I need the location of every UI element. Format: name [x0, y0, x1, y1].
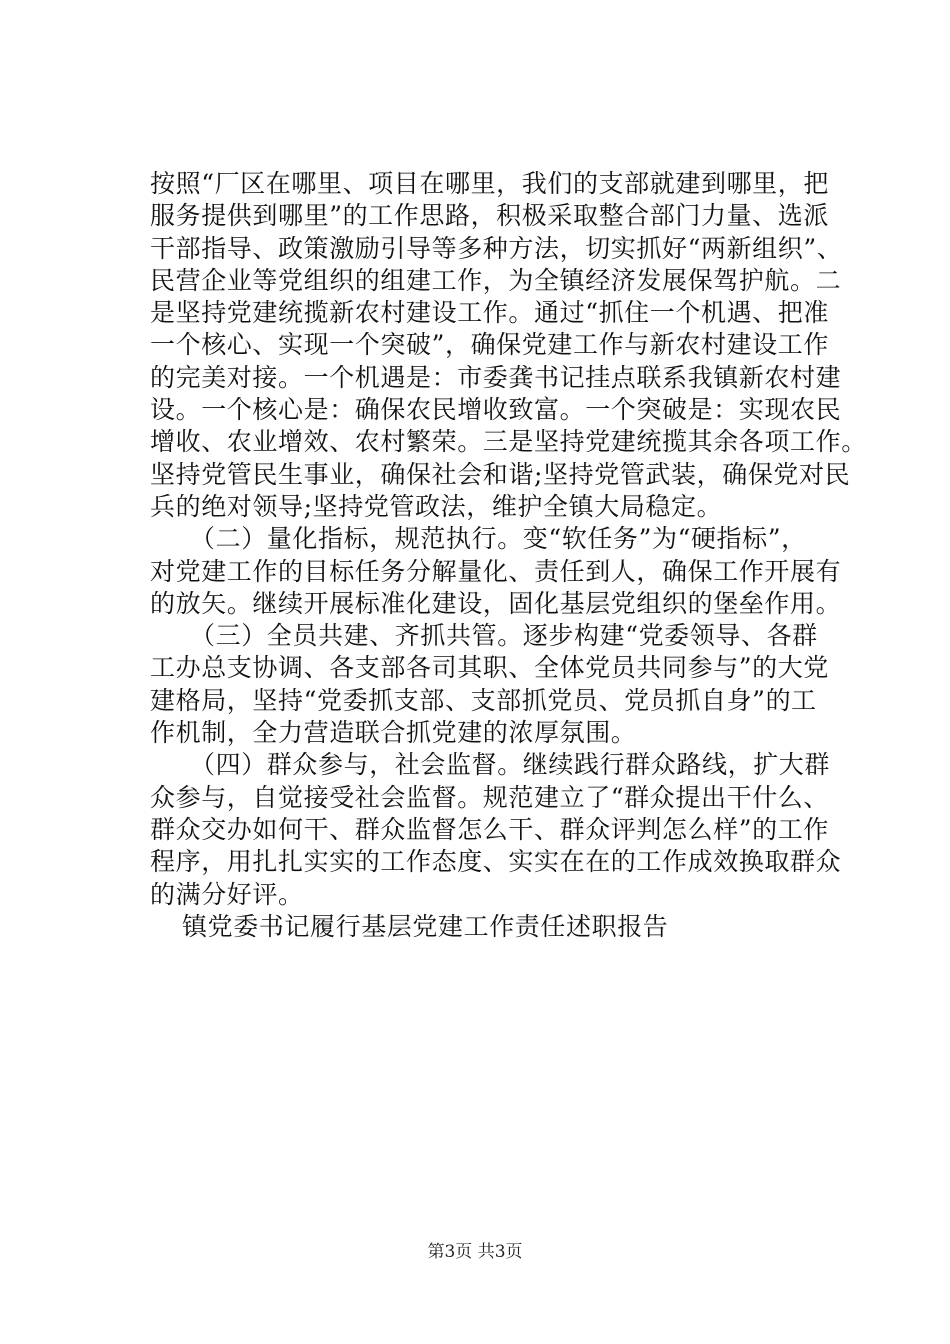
- text-line: 的完美对接。一个机遇是：市委龚书记挂点联系我镇新农村建: [150, 362, 842, 392]
- text-line: 的满分好评。: [150, 879, 304, 909]
- text-line: 民营企业等党组织的组建工作，为全镇经济发展保驾护航。二: [150, 265, 842, 295]
- text-line: 对党建工作的目标任务分解量化、责任到人，确保工作开展有: [150, 556, 842, 586]
- text-line: 坚持党管民生事业，确保社会和谐;坚持党管武装，确保党对民: [150, 459, 851, 489]
- text-line: 工办总支协调、各支部各司其职、全体党员共同参与”的大党: [150, 653, 829, 683]
- page-number-label: 第3页 共3页: [427, 1242, 523, 1262]
- document-body: [150, 168, 867, 943]
- text-line: 按照“厂区在哪里、项目在哪里，我们的支部就建到哪里，把: [150, 169, 829, 198]
- section-heading-line: （二）量化指标，规范执行。变“软任务”为“硬指标”，: [190, 524, 807, 554]
- document-title-line: 镇党委书记履行基层党建工作责任述职报告: [182, 911, 669, 941]
- text-line: 程序，用扎扎实实的工作态度、实实在在的工作成效换取群众: [150, 847, 842, 877]
- text-line: 作机制，全力营造联合抓党建的浓厚氛围。: [150, 718, 637, 748]
- text-line: 建格局，坚持“党委抓支部、支部抓党员、党员抓自身”的工: [150, 685, 817, 715]
- text-line: 是坚持党建统揽新农村建设工作。通过“抓住一个机遇、把准: [150, 298, 829, 328]
- text-line: 兵的绝对领导;坚持党管政法，维护全镇大局稳定。: [150, 491, 723, 521]
- text-line: 服务提供到哪里”的工作思路，积极采取整合部门力量、选派: [150, 201, 829, 231]
- section-heading-line: （四）群众参与，社会监督。继续践行群众路线，扩大群: [190, 750, 831, 780]
- text-line: 群众交办如何干、群众监督怎么干、群众评判怎么样”的工作: [150, 814, 829, 844]
- text-line: 增收、农业增效、农村繁荣。三是坚持党建统揽其余各项工作。: [150, 427, 867, 457]
- text-line: 干部指导、政策激励引导等多种方法，切实抓好“两新组织”、: [150, 233, 843, 263]
- section-heading-line: （三）全员共建、齐抓共管。逐步构建“党委领导、各群: [190, 621, 818, 651]
- text-line: 众参与，自觉接受社会监督。规范建立了“群众提出干什么、: [150, 782, 829, 812]
- text-line: 的放矢。继续开展标准化建设，固化基层党组织的堡垒作用。: [150, 588, 842, 618]
- text-line: 一个核心、实现一个突破”，确保党建工作与新农村建设工作: [150, 330, 829, 360]
- page-footer: [0, 1242, 950, 1262]
- text-line: 设。一个核心是：确保农民增收致富。一个突破是：实现农民: [150, 395, 842, 425]
